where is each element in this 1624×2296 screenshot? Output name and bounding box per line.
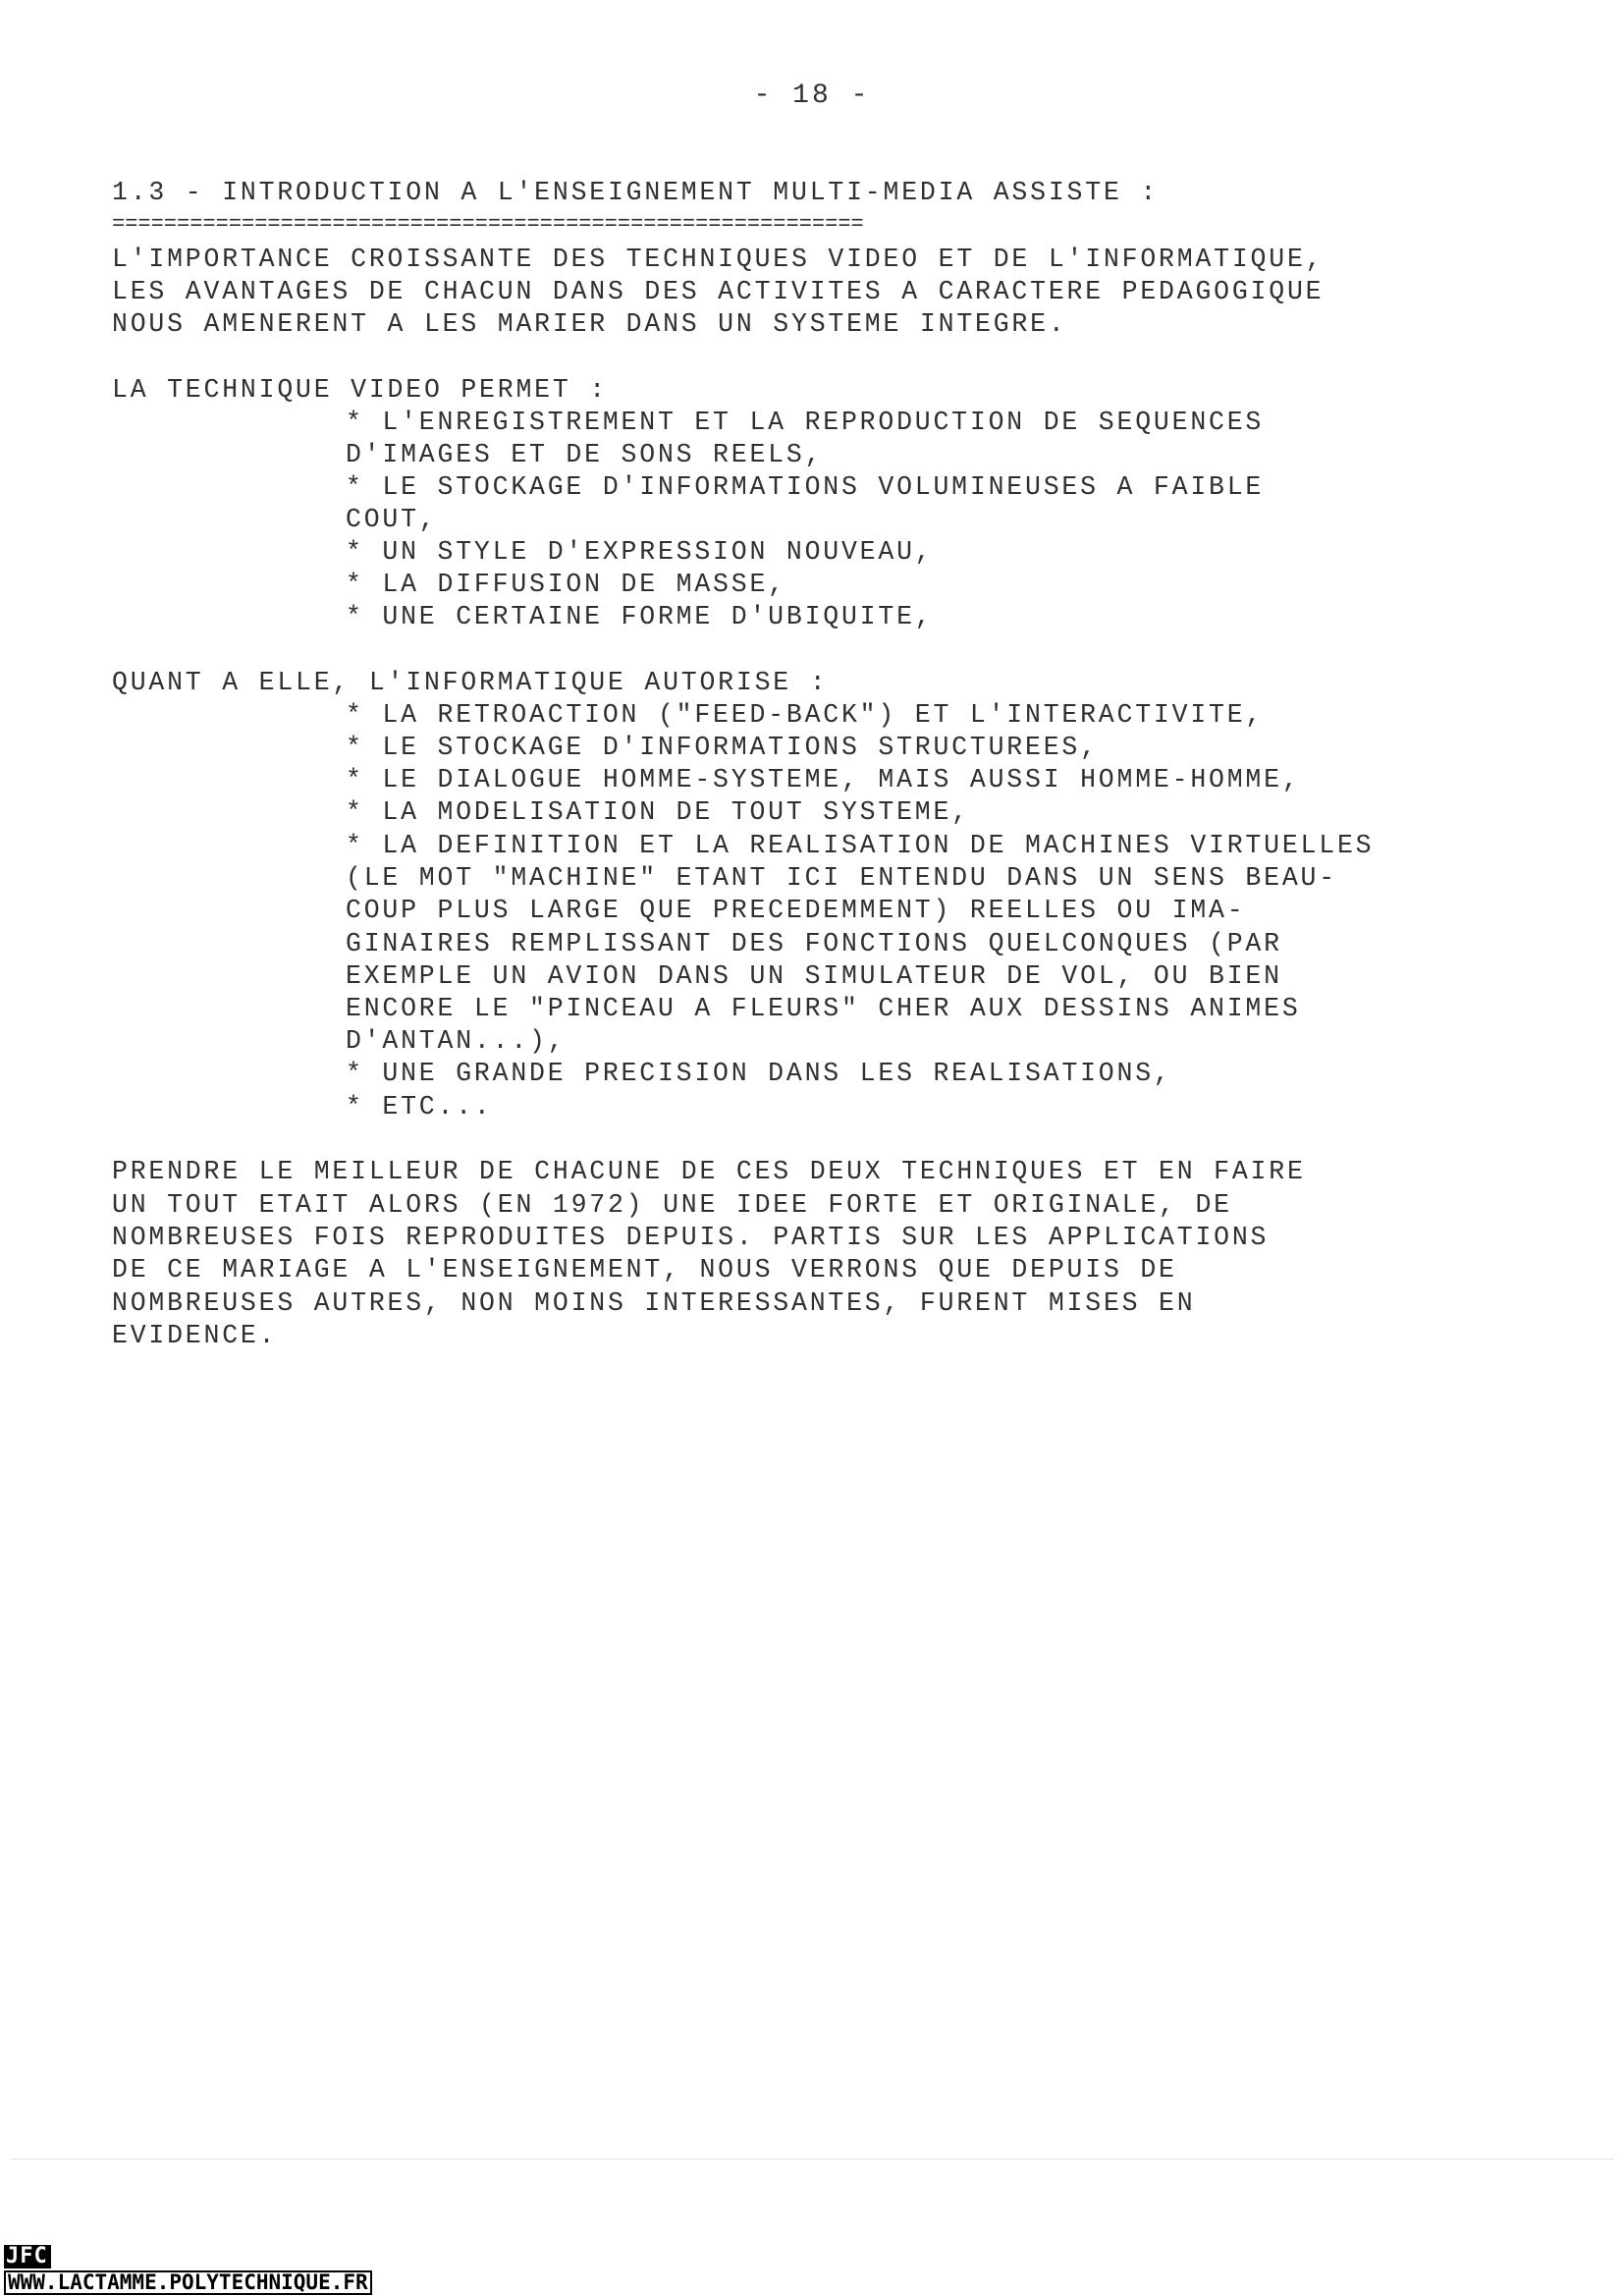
video-item-line: * UN STYLE D'EXPRESSION NOUVEAU, bbox=[346, 537, 934, 567]
informatique-item-line: GINAIRES REMPLISSANT DES FONCTIONS QUELCONQUES (PAR bbox=[346, 929, 1282, 958]
conclusion-line: UN TOUT ETAIT ALORS (EN 1972) UNE IDEE FORTE ET ORIGINALE, DE bbox=[112, 1190, 1232, 1220]
informatique-item-line: EXEMPLE UN AVION DANS UN SIMULATEUR DE VOL, OU BIEN bbox=[346, 961, 1282, 991]
video-item-line: * L'ENREGISTREMENT ET LA REPRODUCTION DE SEQUENCES bbox=[346, 408, 1265, 437]
intro-line: LES AVANTAGES DE CHACUN DANS DES ACTIVITES A CARACTERE PEDAGOGIQUE bbox=[112, 277, 1325, 306]
conclusion-line: PRENDRE LE MEILLEUR DE CHACUNE DE CES DEUX TECHNIQUES ET EN FAIRE bbox=[112, 1157, 1306, 1186]
heading-underline: ========================================================== bbox=[112, 212, 864, 237]
intro-line: NOUS AMENERENT A LES MARIER DANS UN SYSTEME INTEGRE. bbox=[112, 309, 1067, 339]
watermark-url: WWW.LACTAMME.POLYTECHNIQUE.FR bbox=[4, 2270, 372, 2295]
conclusion-line: DE CE MARIAGE A L'ENSEIGNEMENT, NOUS VERRONS QUE DEPUIS DE bbox=[112, 1255, 1177, 1285]
informatique-item-line: * LA RETROACTION ("FEED-BACK") ET L'INTERACTIVITE, bbox=[346, 700, 1265, 730]
informatique-item-line: * LA DEFINITION ET LA REALISATION DE MACHINES VIRTUELLES bbox=[346, 831, 1375, 860]
video-section-lead: LA TECHNIQUE VIDEO PERMET : bbox=[112, 375, 608, 405]
video-item-line: * UNE CERTAINE FORME D'UBIQUITE, bbox=[346, 602, 934, 631]
watermark-logo: JFC bbox=[4, 2245, 51, 2269]
conclusion-line: NOMBREUSES AUTRES, NON MOINS INTERESSANTES, FURENT MISES EN bbox=[112, 1288, 1196, 1318]
video-item-line: * LE STOCKAGE D'INFORMATIONS VOLUMINEUSES A FAIBLE bbox=[346, 472, 1265, 502]
informatique-item-line: ENCORE LE "PINCEAU A FLEURS" CHER AUX DESSINS ANIMES bbox=[346, 994, 1301, 1023]
video-item-line: D'IMAGES ET DE SONS REELS, bbox=[346, 440, 824, 469]
informatique-item-line: D'ANTAN...), bbox=[346, 1026, 567, 1056]
informatique-item-line: * LE DIALOGUE HOMME-SYSTEME, MAIS AUSSI HOMME-HOMME, bbox=[346, 765, 1301, 794]
section-heading: 1.3 - INTRODUCTION A L'ENSEIGNEMENT MULTI-MEDIA ASSISTE : bbox=[112, 178, 1160, 207]
informatique-item-line: * LE STOCKAGE D'INFORMATIONS STRUCTUREES, bbox=[346, 733, 1099, 762]
informatique-item-line: COUP PLUS LARGE QUE PRECEDEMMENT) REELLES OU IMA- bbox=[346, 896, 1246, 925]
informatique-item-line: (LE MOT "MACHINE" ETANT ICI ENTENDU DANS UN SENS BEAU- bbox=[346, 863, 1337, 893]
video-item-line: * LA DIFFUSION DE MASSE, bbox=[346, 570, 786, 599]
informatique-item-line: * LA MODELISATION DE TOUT SYSTEME, bbox=[346, 797, 970, 827]
conclusion-line: NOMBREUSES FOIS REPRODUITES DEPUIS. PARTIS SUR LES APPLICATIONS bbox=[112, 1223, 1270, 1252]
informatique-item-line: * UNE GRANDE PRECISION DANS LES REALISATIONS, bbox=[346, 1059, 1172, 1088]
conclusion-line: EVIDENCE. bbox=[112, 1321, 278, 1350]
informatique-section-lead: QUANT A ELLE, L'INFORMATIQUE AUTORISE : bbox=[112, 668, 829, 697]
page-number: - 18 - bbox=[753, 81, 871, 111]
site-watermark bbox=[4, 2245, 372, 2295]
video-item-line: COUT, bbox=[346, 505, 438, 534]
informatique-item-line: * ETC... bbox=[346, 1092, 493, 1121]
intro-line: L'IMPORTANCE CROISSANTE DES TECHNIQUES VIDEO ET DE L'INFORMATIQUE, bbox=[112, 245, 1325, 274]
